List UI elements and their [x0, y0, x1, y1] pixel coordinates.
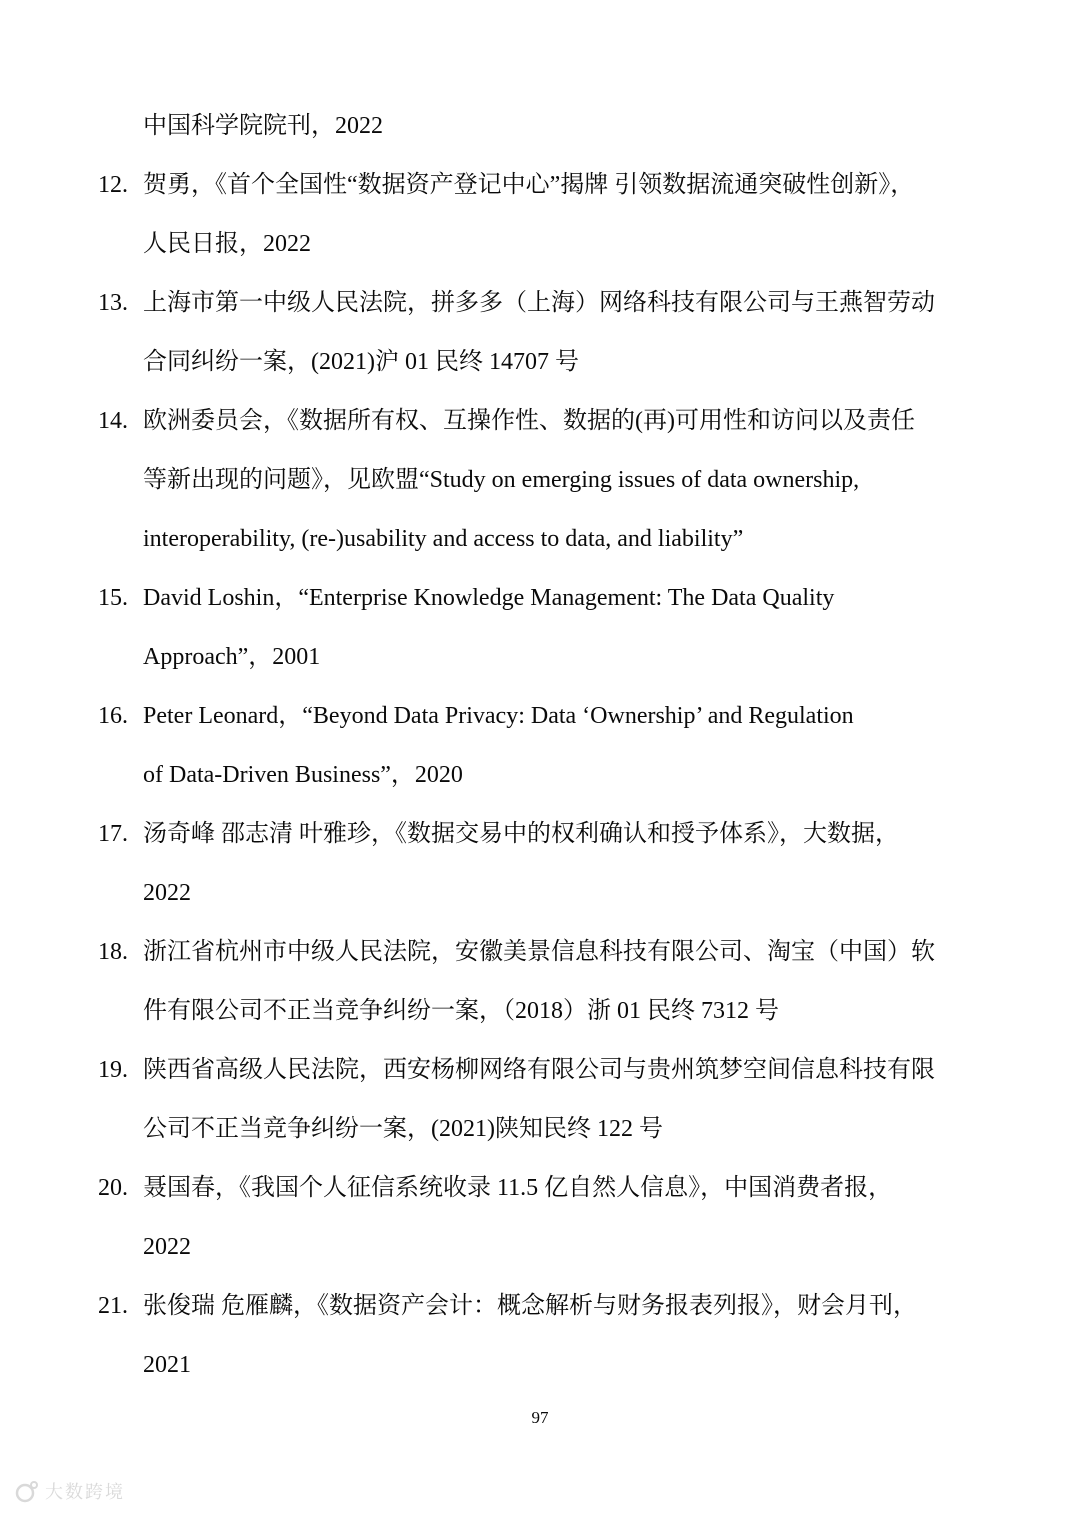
- reference-item: [98, 1041, 988, 1159]
- reference-line: 公司不正当竞争纠纷一案，(2021)陕知民终 122 号: [143, 1116, 663, 1142]
- reference-list: [98, 97, 988, 1395]
- reference-line: 陕西省高级人民法院，西安杨柳网络有限公司与贵州筑梦空间信息科技有限: [143, 1057, 935, 1083]
- reference-line: 2021: [143, 1352, 191, 1378]
- reference-item: [98, 392, 988, 569]
- reference-item: [143, 97, 988, 156]
- reference-item: [98, 156, 988, 274]
- watermark-logo-icon: [14, 1478, 40, 1504]
- reference-number: 18.: [98, 939, 128, 965]
- reference-item: [98, 569, 988, 687]
- reference-number: 20.: [98, 1175, 128, 1201]
- reference-item: [98, 923, 988, 1041]
- reference-number: 12.: [98, 172, 128, 198]
- reference-line: 浙江省杭州市中级人民法院，安徽美景信息科技有限公司、淘宝（中国）软: [143, 939, 935, 965]
- reference-number: 15.: [98, 585, 128, 611]
- reference-line: 贺勇，《首个全国性“数据资产登记中心”揭牌 引领数据流通突破性创新》，: [143, 172, 915, 198]
- reference-line: 上海市第一中级人民法院，拼多多（上海）网络科技有限公司与王燕智劳动: [143, 290, 935, 316]
- reference-line: 等新出现的问题》，见欧盟“Study on emerging issues of data ownership,: [143, 467, 860, 493]
- reference-line: 聂国春，《我国个人征信系统收录 11.5 亿自然人信息》，中国消费者报，: [143, 1175, 893, 1201]
- reference-line: 合同纠纷一案，(2021)沪 01 民终 14707 号: [143, 349, 579, 375]
- watermark: [14, 1478, 125, 1504]
- reference-line: interoperability, (re-)usability and access to data, and liability”: [143, 526, 744, 552]
- reference-line: 中国科学院院刊，2022: [143, 113, 383, 139]
- watermark-text: 大数跨境: [45, 1482, 125, 1502]
- reference-item: [98, 1159, 988, 1277]
- reference-line: 件有限公司不正当竞争纠纷一案，（2018）浙 01 民终 7312 号: [143, 998, 779, 1024]
- reference-item: [98, 805, 988, 923]
- reference-item: [98, 274, 988, 392]
- reference-line: 欧洲委员会，《数据所有权、互操作性、数据的(再)可用性和访问以及责任: [143, 408, 915, 434]
- reference-line: 汤奇峰 邵志清 叶雅珍，《数据交易中的权利确认和授予体系》，大数据，: [143, 821, 899, 847]
- reference-number: 14.: [98, 408, 128, 434]
- reference-line: of Data-Driven Business”，2020: [143, 762, 463, 788]
- reference-number: 13.: [98, 290, 128, 316]
- reference-line: 2022: [143, 880, 191, 906]
- reference-number: 16.: [98, 703, 128, 729]
- reference-line: 2022: [143, 1234, 191, 1260]
- reference-line: David Loshin，“Enterprise Knowledge Management: The Data Quality: [143, 585, 835, 611]
- reference-line: Approach”，2001: [143, 644, 321, 670]
- reference-item: [98, 1277, 988, 1395]
- page-number: 97: [531, 1408, 549, 1427]
- reference-line: 张俊瑞 危雁麟，《数据资产会计：概念解析与财务报表列报》，财会月刊，: [143, 1293, 917, 1319]
- reference-number: 17.: [98, 821, 128, 847]
- reference-number: 19.: [98, 1057, 128, 1083]
- reference-line: 人民日报，2022: [143, 231, 311, 257]
- reference-number: 21.: [98, 1293, 128, 1319]
- reference-item: [98, 687, 988, 805]
- reference-line: Peter Leonard，“Beyond Data Privacy: Data ‘Ownership’ and Regulation: [143, 703, 854, 729]
